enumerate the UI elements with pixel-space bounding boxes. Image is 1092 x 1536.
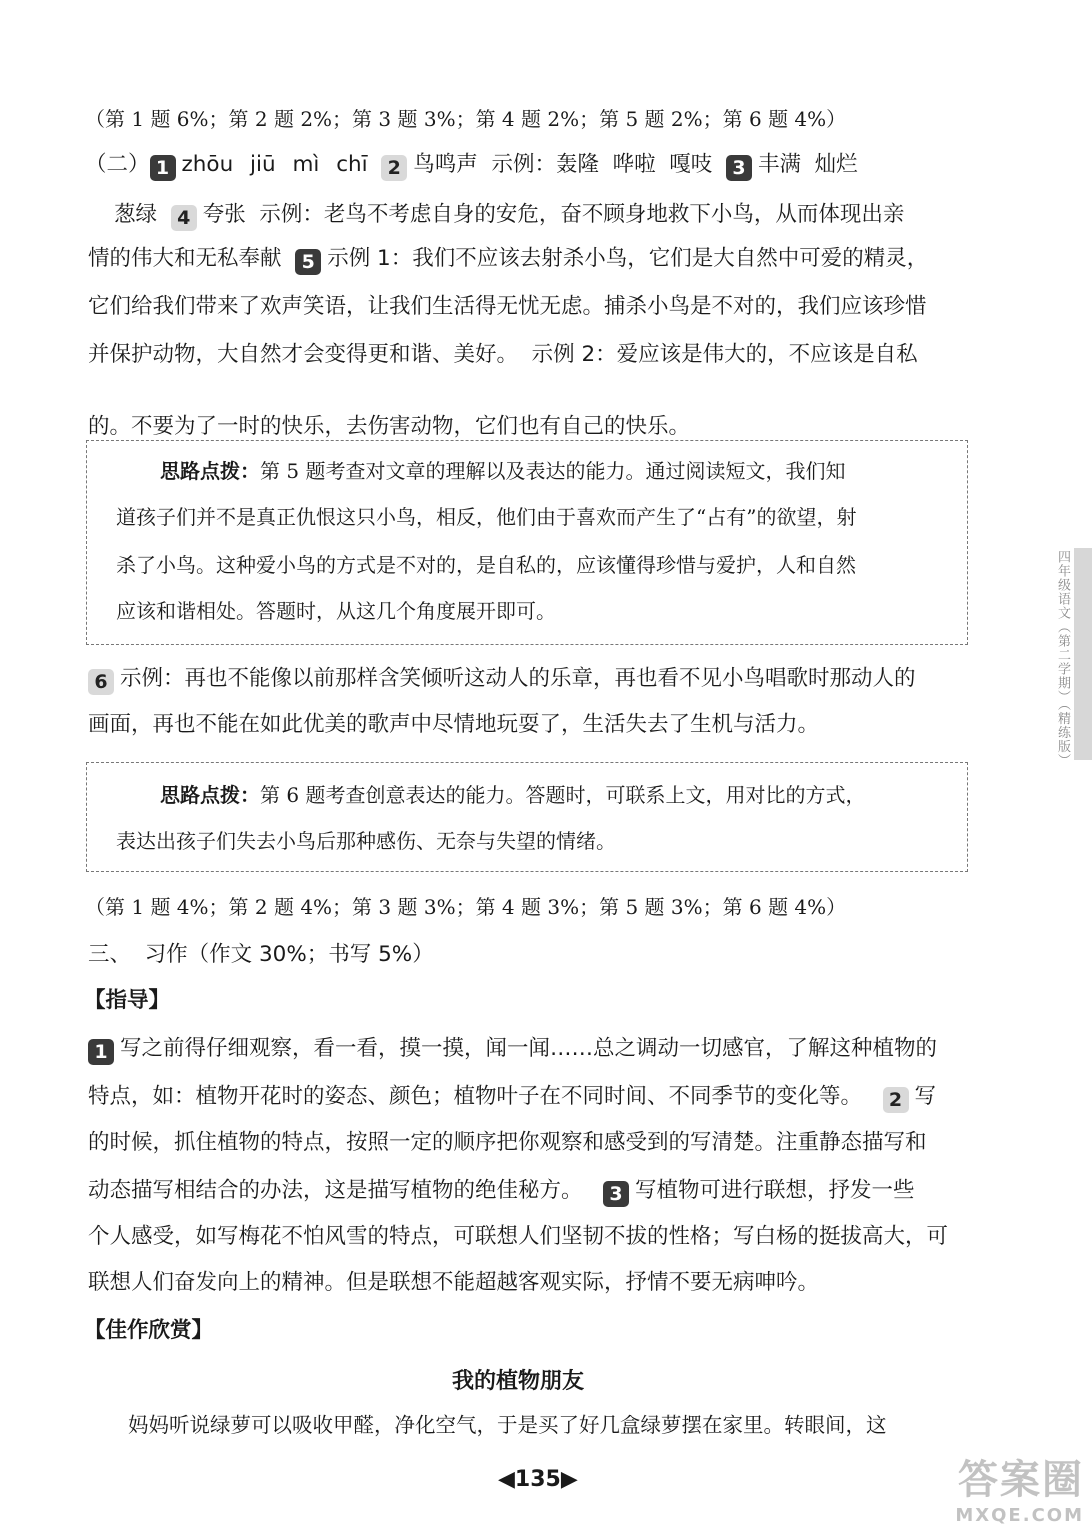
q2-text: 鸟鸣声 示例：轰隆 哗啦 嘎吱 [413, 152, 713, 177]
q3-badge: 3 [726, 155, 752, 181]
part2-line3-a: 情的伟大和无私奉献 [88, 246, 282, 271]
part2-line2 [114, 200, 904, 231]
part2-line5: 并保护动物，大自然才会变得更和谐、美好。 示例 2：爱应该是伟大的，不应该是自私 [88, 342, 918, 367]
tip1-label: 思路点拨： [160, 459, 260, 483]
guide-line2 [88, 1082, 936, 1113]
guide-text4a: 动态描写相结合的办法，这是描写植物的绝佳秘方。 [88, 1178, 583, 1203]
scores-top: （第 1 题 6%；第 2 题 2%；第 3 题 3%；第 4 题 2%；第 5 题 2%；第 6 题 4%） [85, 107, 847, 131]
tip2-line2: 表达出孩子们失去小鸟后那种感伤、无奈与失望的情绪。 [116, 829, 616, 853]
part2-line1 [85, 150, 858, 181]
guide-line5: 个人感受，如写梅花不怕风雪的特点，可联想人们坚韧不拔的性格；写白杨的挺拔高大，可 [88, 1224, 949, 1249]
q1-badge: 1 [150, 155, 176, 181]
guide-text2b: 写 [914, 1084, 937, 1109]
watermark [955, 1448, 1084, 1526]
tip1-line4: 应该和谐相处。答题时，从这几个角度展开即可。 [116, 599, 556, 623]
side-tab-bar [1074, 548, 1092, 760]
part2-line3 [88, 244, 928, 275]
q1-pinyin: zhōu jiū mì chī [181, 152, 368, 177]
q5-badge: 5 [295, 249, 321, 275]
guide-badge-2: 2 [883, 1087, 909, 1113]
guide-heading: 【指导】 [84, 988, 171, 1013]
tip2-line1 [160, 780, 865, 810]
essay-first-line: 妈妈听说绿萝可以吸收甲醛，净化空气，于是买了好几盒绿萝摆在家里。转眼间，这 [128, 1413, 887, 1437]
guide-line1 [88, 1034, 937, 1065]
side-tab-text: 四年级语文（第二学期）（精练版） [1055, 550, 1070, 768]
part2-intro: （二） [85, 152, 150, 177]
guide-text2a: 特点，如：植物开花时的姿态、颜色；植物叶子在不同时间、不同季节的变化等。 [88, 1084, 863, 1109]
watermark-main: 答案圈 [958, 1457, 1084, 1503]
q6-badge: 6 [88, 669, 114, 695]
page-number: ◀135▶ [498, 1467, 578, 1492]
part2-line3-b: 示例 1：我们不应该去射杀小鸟，它们是大自然中可爱的精灵， [327, 246, 929, 271]
tip1-text1: 第 5 题考查对文章的理解以及表达的能力。通过阅读短文，我们知 [260, 459, 846, 483]
tip2-label: 思路点拨： [160, 783, 260, 807]
q3-text: 丰满 灿烂 [757, 152, 858, 177]
part2-line2-a: 葱绿 [114, 202, 158, 227]
tip1-line1 [160, 456, 845, 486]
essay-title: 我的植物朋友 [452, 1369, 585, 1394]
essay-heading: 【佳作欣赏】 [84, 1318, 214, 1343]
q6-line2: 画面，再也不能在如此优美的歌声中尽情地玩耍了，生活失去了生机与活力。 [88, 712, 820, 737]
section3-heading: 三、 习作（作文 30%；书写 5%） [88, 942, 434, 967]
guide-line4 [88, 1176, 915, 1207]
tip1-line2: 道孩子们并不是真正仇恨这只小鸟，相反，他们由于喜欢而产生了“占有”的欲望，射 [116, 505, 857, 529]
guide-text1: 写之前得仔细观察，看一看，摸一摸，闻一闻……总之调动一切感官，了解这种植物的 [120, 1036, 938, 1061]
guide-badge-3: 3 [603, 1181, 629, 1207]
scores-mid: （第 1 题 4%；第 2 题 4%；第 3 题 3%；第 4 题 3%；第 5 题 3%；第 6 题 4%） [85, 895, 847, 919]
part2-line6: 的。不要为了一时的快乐，去伤害动物，它们也有自己的快乐。 [88, 414, 691, 439]
tip2-text1: 第 6 题考查创意表达的能力。答题时，可联系上文，用对比的方式， [260, 783, 866, 807]
guide-badge-1: 1 [88, 1039, 114, 1065]
q6-line1 [88, 664, 916, 695]
q2-badge: 2 [381, 155, 407, 181]
guide-text4b: 写植物可进行联想，抒发一些 [635, 1178, 915, 1203]
q6-text1: 示例：再也不能像以前那样含笑倾听这动人的乐章，再也看不见小鸟唱歌时那动人的 [120, 666, 916, 691]
watermark-sub: MXQE.COM [955, 1505, 1084, 1526]
part2-line2-b: 夸张 示例：老鸟不考虑自身的安危，奋不顾身地救下小鸟，从而体现出亲 [202, 202, 905, 227]
tip1-line3: 杀了小鸟。这种爱小鸟的方式是不对的，是自私的，应该懂得珍惜与爱护，人和自然 [116, 553, 856, 577]
part2-line4: 它们给我们带来了欢声笑语，让我们生活得无忧无虑。捕杀小鸟是不对的，我们应该珍惜 [88, 294, 927, 319]
guide-line6: 联想人们奋发向上的精神。但是联想不能超越客观实际，抒情不要无病呻吟。 [88, 1270, 820, 1295]
guide-line3: 的时候，抓住植物的特点，按照一定的顺序把你观察和感受到的写清楚。注重静态描写和 [88, 1130, 927, 1155]
q4-badge: 4 [171, 205, 197, 231]
